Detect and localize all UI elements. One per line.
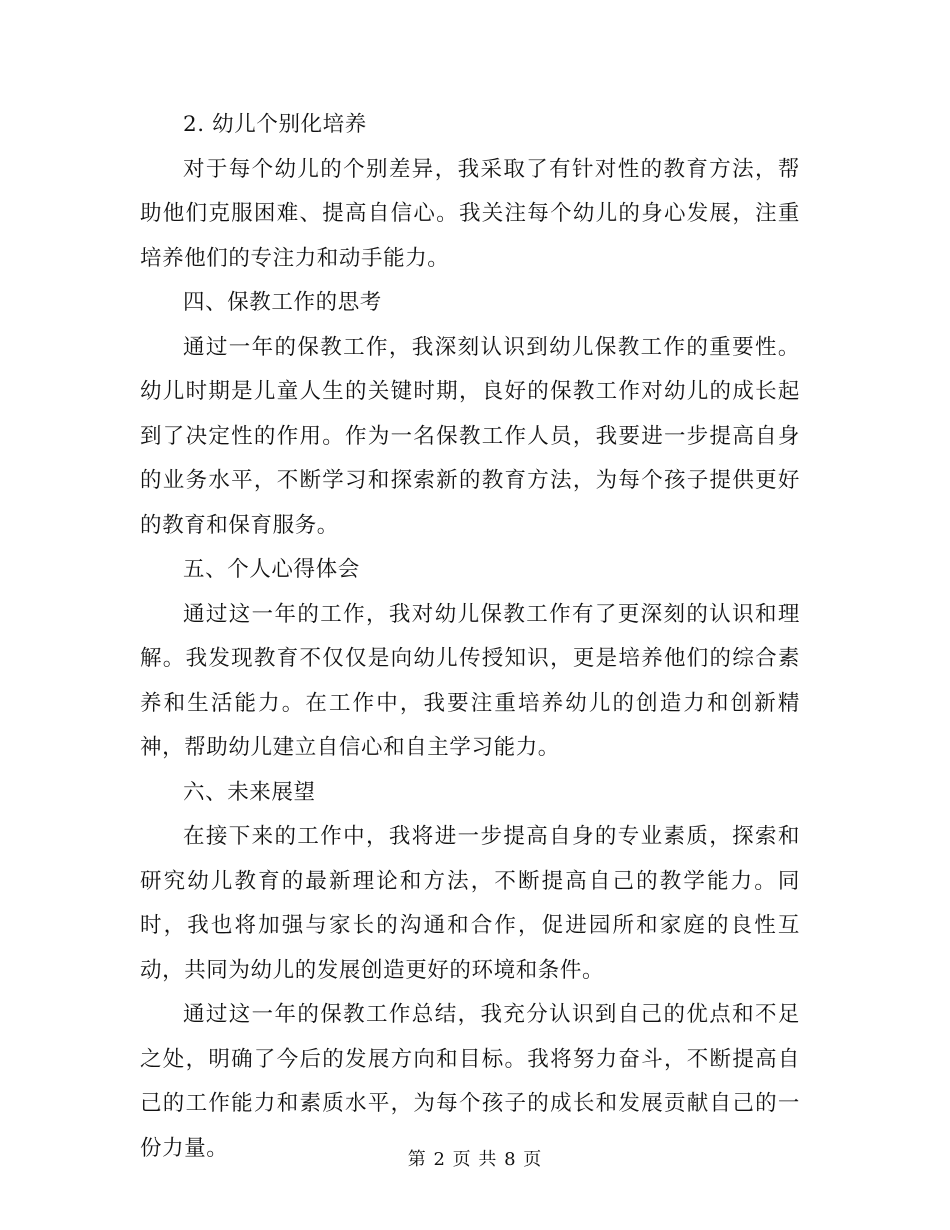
section-heading-personal-experience: 五、个人心得体会: [183, 557, 360, 582]
paragraph-individual-training: 对于每个幼儿的个别差异，我采取了有针对性的教育方法，帮助他们克服困难、提高自信心。我关注每个幼儿的身心发展，注重培养他们的专注力和动手能力。: [140, 156, 800, 271]
paragraph-summary: 通过这一年的保教工作总结，我充分认识到自己的优点和不足之处，明确了今后的发展方向和目标。我将努力奋斗，不断提高自己的工作能力和素质水平，为每个孩子的成长和发展贡献自己的一份力量。: [140, 1002, 800, 1161]
section-heading-reflection: 四、保教工作的思考: [183, 290, 382, 315]
page-footer: 第 2 页 共 8 页: [407, 1149, 543, 1170]
paragraph-future-outlook: 在接下来的工作中，我将进一步提高自身的专业素质，探索和研究幼儿教育的最新理论和方法，不断提高自己的教学能力。同时，我也将加强与家长的沟通和合作，促进园所和家庭的良性互动，共同为幼儿的发展创造更好的环境和条件。: [140, 824, 800, 983]
section-heading-future-outlook: 六、未来展望: [183, 779, 316, 805]
paragraph-personal-experience: 通过这一年的工作，我对幼儿保教工作有了更深刻的认识和理解。我发现教育不仅仅是向幼儿传授知识，更是培养他们的综合素养和生活能力。在工作中，我要注重培养幼儿的创造力和创新精神，帮助幼儿建立自信心和自主学习能力。: [140, 601, 800, 760]
paragraph-reflection: 通过一年的保教工作，我深刻认识到幼儿保教工作的重要性。幼儿时期是儿童人生的关键时期，良好的保教工作对幼儿的成长起到了决定性的作用。作为一名保教工作人员，我要进一步提高自身的业务水平，不断学习和探索新的教育方法，为每个孩子提供更好的教育和保育服务。: [140, 334, 800, 538]
section-heading-individual-training: 2. 幼儿个别化培养: [183, 112, 367, 137]
document-body: [140, 103, 800, 1171]
